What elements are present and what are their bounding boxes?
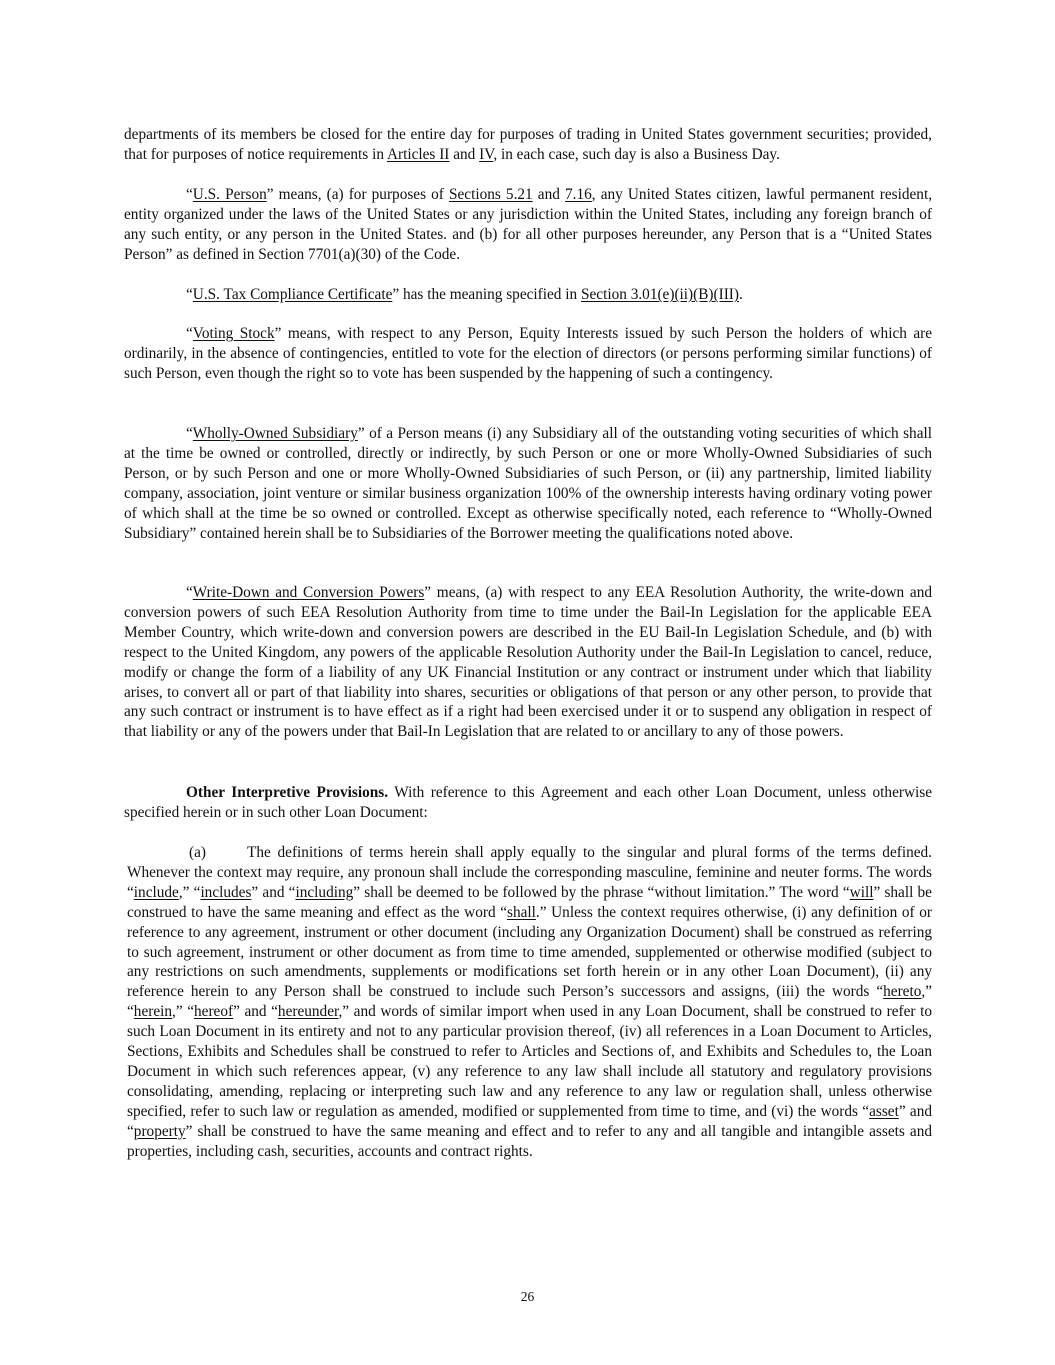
text-run: ” means, (a) for purposes of	[266, 186, 449, 203]
text-run: “	[186, 584, 193, 601]
text-run: ” and “	[233, 1003, 278, 1021]
defined-word: including	[295, 883, 354, 901]
sections-reference: Sections 5.21	[448, 186, 533, 203]
text-run: , in each case, such day is also a Business Day.	[493, 145, 780, 163]
clause-a-paragraph	[127, 843, 932, 1162]
section-heading: Other Interpretive Provisions.	[186, 784, 389, 801]
clause-number: (a)	[189, 844, 206, 861]
defined-word: asset	[869, 1102, 899, 1120]
text-run: ” shall be construed to have the same meaning and effect and to refer to any and all tangible and intangible assets and properties, including cash, securities, accounts and contract rights.	[127, 1122, 932, 1160]
article-iv-reference: IV	[479, 145, 494, 163]
text-run: ,” “	[178, 883, 201, 901]
text-run: ,” “	[127, 983, 932, 1021]
write-down-conversion-powers-definition	[124, 583, 932, 742]
defined-word: will	[849, 883, 874, 901]
business-day-continuation-paragraph	[124, 125, 932, 165]
text-run: “	[186, 186, 193, 203]
text-run: .” Unless the context requires otherwise, (i) any definition of or reference to any agreement, instrument or other document (including any Organization Document) shall be construed as referring to such agreement, instrument or other document as from time to time amended, supplemented or otherwise modified (subject to any restrictions on such amendments, supplements or modifications set forth herein or in any other Loan Document), (ii) any reference herein to any Person shall be construed to include such Person’s successors and assigns, (iii) the words “	[127, 903, 932, 1001]
defined-word: property	[133, 1122, 186, 1140]
defined-term: Write-Down and Conversion Powers	[192, 584, 425, 601]
text-run: ” means, with respect to any Person, Equity Interests issued by such Person the holders of which are ordinarily, in the absence of contingencies, entitled to vote for the election of directors (or persons performing similar functions) of such Person, even though the right so to vote has been suspended by the happening of such a contingency.	[124, 325, 932, 382]
text-run: ,” and words of similar import when used in any Loan Document, shall be construed to refer to such Loan Document in its entirety and not to any particular provision thereof, (iv) all references in a Loan Document to Articles, Sections, Exhibits and Schedules shall be construed to refer to Articles and Sections of, and Exhibits and Schedules to, the Loan Document in which such references appear, (v) any reference to any law shall include all statutory and regulatory provisions consolidating, amending, replacing or interpreting such law and any reference to any law or regulation shall, unless otherwise specified, refer to such law or regulation as amended, modified or supplemented from time to time, and (vi) the words “	[127, 1003, 932, 1120]
section-reference: 7.16	[565, 186, 592, 203]
us-person-definition	[124, 185, 932, 265]
defined-word: shall	[507, 903, 536, 921]
text-run: The definitions of terms herein shall apply equally to the singular and plural forms of the terms defined. Whenever the context may require, any pronoun shall include the corresponding masculine, feminine and neuter forms. The words “	[127, 844, 932, 901]
defined-word: hereof	[194, 1003, 234, 1021]
text-run: With reference to this Agreement and each other Loan Document, unless otherwise specified herein or in such other Loan Document:	[124, 784, 933, 821]
other-interpretive-provisions-paragraph	[124, 783, 932, 823]
us-tax-compliance-certificate-definition	[124, 285, 932, 305]
voting-stock-definition	[124, 324, 932, 384]
page-number: 26	[520, 1289, 535, 1304]
text-run: “	[186, 286, 193, 303]
defined-word: hereunder	[277, 1003, 339, 1021]
text-run: ” shall be construed to have the same meaning and effect as the word “	[127, 883, 932, 921]
text-run: “	[186, 425, 193, 442]
defined-word: hereto	[883, 983, 922, 1001]
text-run: ,” “	[172, 1003, 195, 1021]
text-run: departments of its members be closed for the entire day for purposes of trading in United States government securities; provided, that for purposes of notice requirements in	[124, 126, 932, 163]
text-run: ” of a Person means (i) any Subsidiary all of the outstanding voting securities of which shall at the time be owned or controlled, directly or indirectly, by such Person or one or more Wholly-Owned Subsidiaries of such Person, or by such Person and one or more Wholly-Owned Subsidiaries of such Person, or (ii) any partnership, limited liability company, association, joint venture or similar business organization 100% of the ownership interests having ordinary voting power of which shall at the time be so owned or controlled. Except as otherwise specifically noted, each reference to “Wholly-Owned Subsidiary” contained herein shall be to Subsidiaries of the Borrower meeting the qualifications noted above.	[124, 425, 932, 542]
defined-word: include	[133, 883, 179, 901]
text-run: ” and “	[127, 1102, 933, 1140]
defined-word: includes	[200, 883, 252, 901]
text-run: ” means, (a) with respect to any EEA Resolution Authority, the write-down and conversion powers of such EEA Resolution Authority from time to time under the Bail-In Legislation for the applicable EEA Member Country, which write-down and conversion powers are described in the EU Bail-In Legislation Schedule, and (b) with respect to the United Kingdom, any powers of the applicable Resolution Authority under the Bail-In Legislation to cancel, reduce, modify or change the form of a liability of any UK Financial Institution or any contract or instrument under which that liability arises, to convert all or part of that liability into shares, securities or obligations of that person or any other person, to provide that any such contract or instrument is to have effect as if a right had been exercised under it or to suspend any obligation in respect of that liability or any of the powers under that Bail-In Legislation that are related to or ancillary to any of those powers.	[124, 584, 932, 741]
defined-term: U.S. Tax Compliance Certificate	[192, 286, 393, 303]
defined-term: Wholly-Owned Subsidiary	[192, 425, 358, 442]
text-run: ” has the meaning specified in	[392, 286, 581, 303]
text-run: “	[186, 325, 193, 342]
wholly-owned-subsidiary-definition	[124, 424, 932, 543]
text-run: , any United States citizen, lawful permanent resident, entity organized under the laws of the United States or any jurisdiction within the United States, including any foreign branch of any such entity, or any person in the United States. and (b) for all other purposes hereunder, any Person that is a “United States Person” as defined in Section 7701(a)(30) of the Code.	[124, 186, 933, 263]
defined-term: U.S. Person	[192, 186, 267, 203]
text-run: ” and “	[251, 883, 296, 901]
text-run: .	[739, 286, 743, 303]
text-run: and	[449, 145, 480, 163]
defined-term: Voting Stock	[192, 325, 275, 342]
articles-ii-reference: Articles II	[386, 145, 450, 163]
section-reference: Section 3.01(e)(ii)(B)(III)	[580, 286, 739, 303]
defined-word: herein	[133, 1003, 173, 1021]
text-run: ” shall be deemed to be followed by the phrase “without limitation.” The word “	[353, 883, 850, 901]
text-run: and	[532, 186, 565, 203]
